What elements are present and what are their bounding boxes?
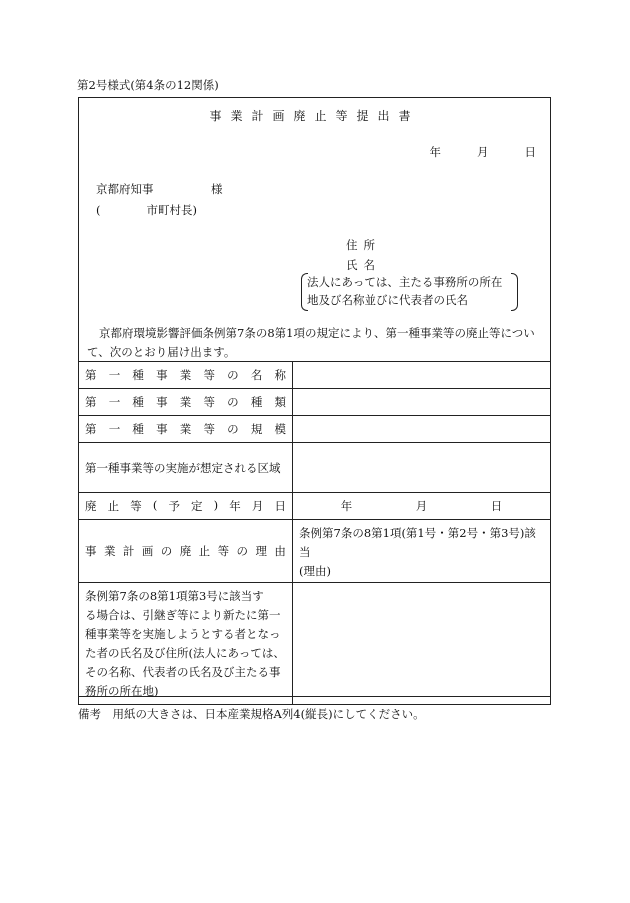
- project-kind-field[interactable]: [293, 389, 551, 416]
- date-month-label: 月: [477, 145, 489, 159]
- label-char: 止: [198, 544, 211, 558]
- label-char: 等: [203, 395, 215, 409]
- label-char: 事: [156, 422, 168, 436]
- form-body: [78, 97, 551, 697]
- label-char: 等: [130, 499, 142, 513]
- date-day-label: 日: [524, 145, 536, 159]
- label-char: 由: [274, 544, 286, 558]
- remark-note: 備考 用紙の大きさは、日本産業規格A列4(縦長)にしてください。: [78, 707, 425, 721]
- project-area-label: 第一種事業等の実施が想定される区域: [79, 443, 293, 493]
- label-char: 種: [132, 395, 144, 409]
- label-char: 第: [85, 422, 97, 436]
- label-char: 止: [107, 499, 120, 513]
- label-char: 業: [103, 544, 116, 558]
- label-char: 第: [85, 395, 97, 409]
- project-name-label: [79, 362, 293, 389]
- corporate-note-line-1: 法人にあっては、主たる事務所の所在: [307, 275, 503, 289]
- label-char: 種: [132, 422, 144, 436]
- label-char: 一: [108, 368, 121, 382]
- abolition-date-day: 日: [490, 499, 503, 513]
- reason-label-text: (理由): [299, 564, 331, 578]
- label-char: 日: [274, 499, 286, 513]
- right-bracket: [511, 273, 518, 311]
- reason-clause-text: 条例第7条の8第1項(第1号・第2号・第3号)該当: [299, 526, 536, 559]
- label-char: 業: [179, 368, 192, 382]
- addressee-governor: 京都府知事 様: [96, 182, 223, 196]
- label-char: の: [227, 422, 239, 436]
- successor-line: その名称、代表者の氏名及び主たる事: [85, 664, 281, 679]
- successor-info-field[interactable]: [293, 583, 551, 705]
- label-char: 一: [108, 422, 121, 436]
- label-char: 事: [156, 395, 168, 409]
- project-name-field[interactable]: [293, 362, 551, 389]
- form-number-label: 第2号様式(第4条の12関係): [77, 78, 219, 92]
- successor-line: た者の氏名及び住所(法人にあっては、: [85, 645, 285, 660]
- abolition-date-month: 月: [415, 499, 428, 513]
- label-char: 模: [274, 422, 286, 436]
- applicant-address-label: 住所: [346, 238, 381, 252]
- successor-line: 条例第7条の8第1項第3号に該当す: [85, 588, 264, 603]
- label-char: 予: [168, 499, 180, 513]
- label-char: 名: [250, 368, 263, 382]
- form-table: [78, 361, 551, 705]
- successor-line: 種事業等を実施しようとする者となっ: [85, 626, 281, 641]
- label-char: の: [160, 544, 173, 558]
- label-char: 類: [274, 395, 286, 409]
- project-kind-label: [79, 389, 293, 416]
- label-char: 規: [250, 422, 263, 436]
- successor-line: 務所の所在地): [85, 683, 159, 698]
- table-row: [79, 416, 551, 443]
- label-char: 理: [255, 544, 267, 558]
- table-row: [79, 362, 551, 389]
- corporate-note: [307, 273, 510, 309]
- intro-paragraph: 京都府環境影響評価条例第7条の8第1項の規定により、第一種事業等の廃止等について、次のとおり届け出ます。: [87, 326, 535, 359]
- label-char: 称: [274, 368, 286, 382]
- label-char: 事: [156, 368, 168, 382]
- label-char: 種: [132, 368, 144, 382]
- table-row: [79, 493, 551, 520]
- label-char: 等: [217, 544, 230, 558]
- label-char: 業: [179, 422, 192, 436]
- corporate-note-line-2: 地及び名称並びに代表者の氏名: [307, 293, 468, 307]
- label-char: 月: [251, 499, 264, 513]
- submission-date: [430, 144, 537, 160]
- applicant-name-label: 氏名: [346, 258, 381, 272]
- table-row: [79, 520, 551, 583]
- addressee-mayor: ( 市町村長): [96, 203, 197, 217]
- label-char: 廃: [179, 544, 192, 558]
- table-row: [79, 389, 551, 416]
- label-char: 計: [122, 544, 135, 558]
- label-char: の: [227, 368, 239, 382]
- label-char: 等: [203, 422, 215, 436]
- label-char: の: [227, 395, 239, 409]
- abolition-reason-field[interactable]: [293, 520, 551, 583]
- label-char: (: [152, 498, 158, 512]
- label-char: 画: [141, 544, 154, 558]
- date-year-label: 年: [429, 145, 441, 159]
- label-char: 年: [229, 499, 241, 513]
- successor-line: る場合は、引継ぎ等により新たに第一: [85, 607, 281, 622]
- project-scale-label: [79, 416, 293, 443]
- abolition-date-label: [79, 493, 293, 520]
- label-char: 一: [108, 395, 121, 409]
- label-char: ): [213, 498, 219, 512]
- successor-info-label: [79, 583, 293, 705]
- label-char: 事: [85, 544, 97, 558]
- left-bracket: [301, 273, 308, 311]
- label-char: 業: [179, 395, 192, 409]
- table-row: [79, 443, 551, 493]
- abolition-date-year: 年: [340, 499, 353, 513]
- abolition-reason-label: [79, 520, 293, 583]
- label-char: 等: [203, 368, 215, 382]
- label-char: 定: [191, 499, 203, 513]
- label-char: 種: [250, 395, 263, 409]
- project-area-field[interactable]: [293, 443, 551, 493]
- abolition-date-field[interactable]: [293, 493, 551, 520]
- label-char: 第: [85, 368, 97, 382]
- form-title: 事業計画廃止等提出書: [209, 109, 420, 123]
- table-row: [79, 583, 551, 705]
- label-char: の: [236, 544, 248, 558]
- label-char: 廃: [85, 499, 97, 513]
- project-scale-field[interactable]: [293, 416, 551, 443]
